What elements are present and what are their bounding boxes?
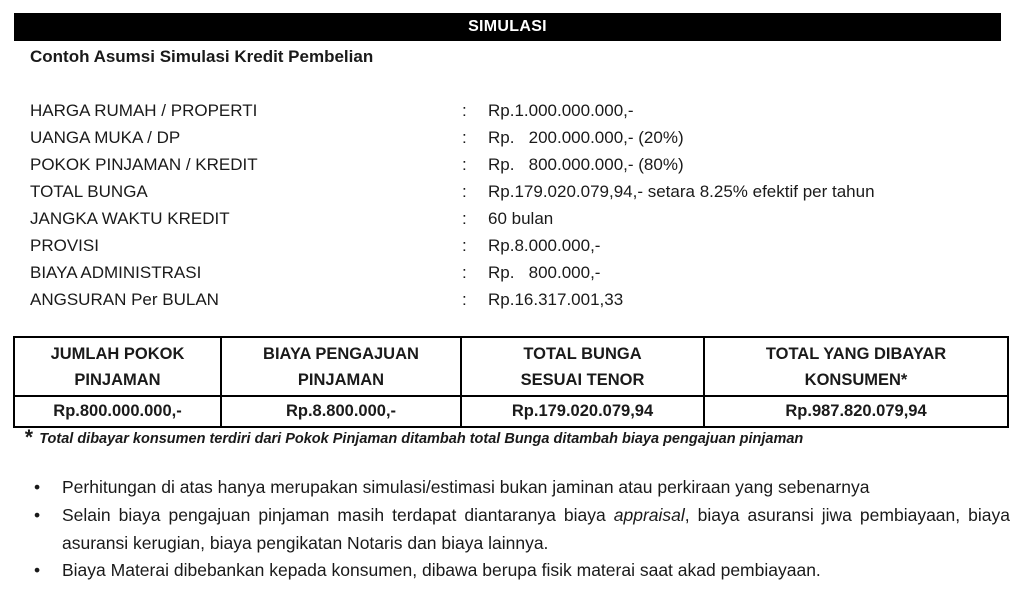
bullet-text: Biaya Materai dibebankan kepada konsumen, dibawa berupa fisik materai saat akad pembiayaan. xyxy=(62,560,821,581)
col-header-biaya-pengajuan xyxy=(221,337,461,396)
footnote-text: Total dibayar konsumen terdiri dari Pokok Pinjaman ditambah total Bunga ditambah biaya pengajuan pinjaman xyxy=(39,431,804,447)
loan-summary-table xyxy=(13,336,1009,428)
detail-label: TOTAL BUNGA xyxy=(30,181,148,201)
table-header-row xyxy=(14,337,1008,396)
detail-value: 60 bulan xyxy=(488,208,554,228)
cell-total-bunga: Rp.179.020.079,94 xyxy=(461,396,704,427)
bullet-text xyxy=(62,502,1010,558)
col-header-total-dibayar xyxy=(704,337,1008,396)
detail-row-angsuran xyxy=(30,286,1010,313)
bullet-icon: • xyxy=(34,504,41,525)
detail-colon: : xyxy=(462,289,467,309)
simulation-title-bar xyxy=(14,13,1001,41)
bullet-item-simulation-disclaimer xyxy=(34,474,1010,502)
col-header-total-bunga xyxy=(461,337,704,396)
detail-label: PROVISI xyxy=(30,235,99,255)
table-value-row xyxy=(14,396,1008,427)
detail-label: POKOK PINJAMAN / KREDIT xyxy=(30,154,258,174)
detail-label: BIAYA ADMINISTRASI xyxy=(30,262,202,282)
detail-value: Rp. 800.000,- xyxy=(488,262,601,282)
detail-row-provisi xyxy=(30,232,1010,259)
bullet-text-italic-term: appraisal xyxy=(613,504,685,525)
detail-value: Rp.16.317.001,33 xyxy=(488,289,624,309)
detail-label: ANGSURAN Per BULAN xyxy=(30,289,219,309)
cell-total-dibayar: Rp.987.820.079,94 xyxy=(704,396,1008,427)
detail-colon: : xyxy=(462,235,467,255)
detail-colon: : xyxy=(462,181,467,201)
col-header-label: BIAYA PENGAJUAN PINJAMAN xyxy=(263,345,419,389)
detail-row-harga-properti xyxy=(30,97,1010,124)
asterisk-marker: * xyxy=(24,426,33,449)
bullet-icon: • xyxy=(34,477,41,497)
detail-colon: : xyxy=(462,127,467,147)
detail-colon: : xyxy=(462,262,467,282)
detail-value: Rp.1.000.000.000,- xyxy=(488,100,634,120)
bullet-icon: • xyxy=(34,560,41,581)
cell-biaya-pengajuan: Rp.8.800.000,- xyxy=(221,396,461,427)
page-title: SIMULASI xyxy=(468,18,547,35)
detail-row-pokok-pinjaman xyxy=(30,151,1010,178)
bullet-text: Perhitungan di atas hanya merupakan simulasi/estimasi bukan jaminan atau perkiraan yang sebenarnya xyxy=(62,477,870,497)
detail-colon: : xyxy=(462,154,467,174)
detail-value: Rp. 800.000.000,- (80%) xyxy=(488,154,684,174)
detail-row-uang-muka xyxy=(30,124,1010,151)
col-header-label: JUMLAH POKOK PINJAMAN xyxy=(50,345,185,389)
detail-value: Rp.8.000.000,- xyxy=(488,235,601,255)
detail-row-total-bunga xyxy=(30,178,1010,205)
col-header-label: TOTAL YANG DIBAYAR KONSUMEN* xyxy=(765,345,947,389)
section-heading: Contoh Asumsi Simulasi Kredit Pembelian xyxy=(30,47,374,66)
table-footnote xyxy=(24,426,1009,450)
detail-colon: : xyxy=(462,208,467,228)
bullet-text-after: , biaya asuransi jiwa pembiayaan, biaya asuransi kerugian, biaya pengikatan Notaris dan biaya lainnya. xyxy=(62,504,1011,553)
bullet-text-before: Selain biaya pengajuan pinjaman masih terdapat diantaranya biaya xyxy=(62,504,614,525)
detail-label: HARGA RUMAH / PROPERTI xyxy=(30,100,258,120)
detail-value: Rp. 200.000.000,- (20%) xyxy=(488,127,684,147)
detail-label: JANGKA WAKTU KREDIT xyxy=(30,208,230,228)
detail-row-jangka-waktu xyxy=(30,205,1010,232)
bullet-item-additional-costs xyxy=(34,502,1010,558)
col-header-jumlah-pokok xyxy=(14,337,221,396)
detail-row-biaya-administrasi xyxy=(30,259,1010,286)
col-header-label: TOTAL BUNGA SESUAI TENOR xyxy=(520,345,645,389)
detail-label: UANGA MUKA / DP xyxy=(30,127,181,147)
assumption-details-list xyxy=(30,97,1010,313)
detail-colon: : xyxy=(462,100,467,120)
cell-jumlah-pokok: Rp.800.000.000,- xyxy=(14,396,221,427)
bullet-item-biaya-materai xyxy=(34,557,1010,585)
disclaimer-bullet-list xyxy=(34,474,1010,585)
detail-value: Rp.179.020.079,94,- setara 8.25% efektif per tahun xyxy=(488,181,875,201)
